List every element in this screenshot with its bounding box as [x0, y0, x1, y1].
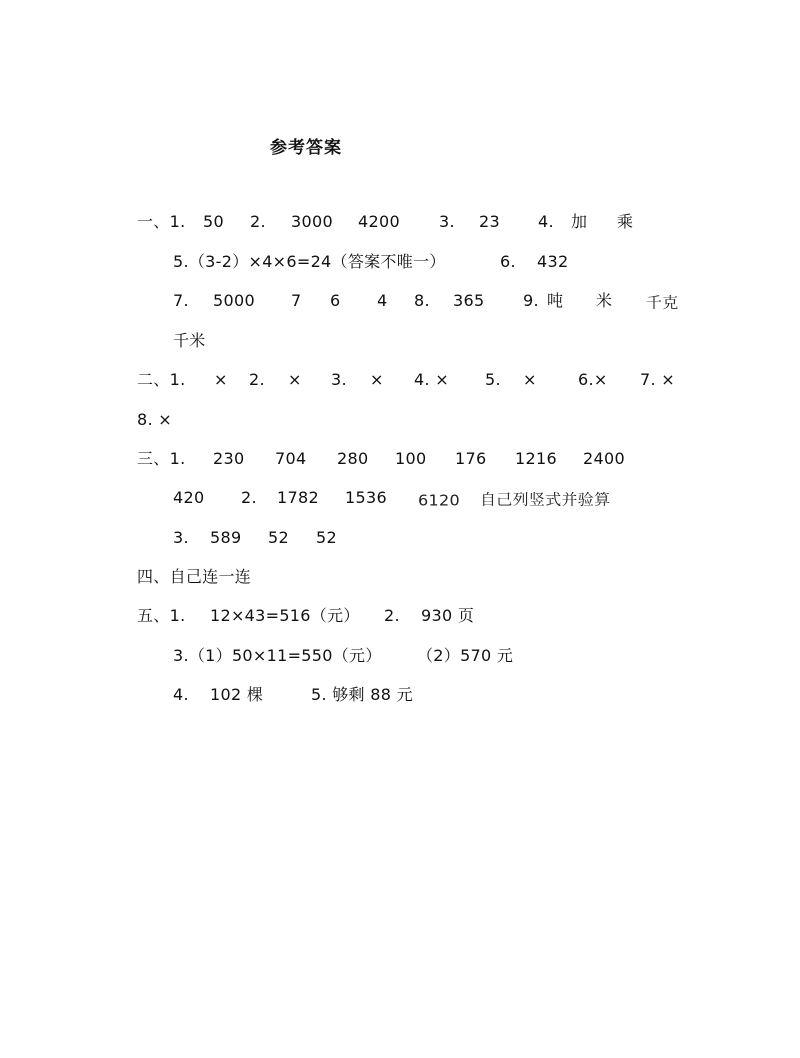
answer-3-2c: 6120 — [418, 491, 460, 510]
answer-1-2b: 4200 — [358, 212, 400, 231]
answer-3-2-note: 自己列竖式并验算 — [480, 490, 611, 509]
answer-3-1a: 230 — [213, 449, 245, 468]
answer-5-3a: 3.（1）50×11=550（元） — [173, 646, 382, 665]
answer-1-1: 50 — [203, 212, 224, 231]
question-number-2-5: 5. — [485, 370, 501, 389]
answer-1-7c: 6 — [330, 291, 341, 310]
answer-1-3: 23 — [479, 212, 500, 231]
question-number-1-9: 9. — [523, 291, 539, 310]
answer-3-1c: 280 — [337, 449, 369, 468]
answer-1-2a: 3000 — [291, 212, 333, 231]
question-number-1-6: 6. — [500, 252, 516, 271]
answer-3-1b: 704 — [275, 449, 307, 468]
answer-1-4a: 加 — [571, 212, 588, 231]
answer-2-2: × — [288, 370, 302, 389]
answer-1-9d: 千米 — [173, 331, 206, 350]
answer-1-4b: 乘 — [617, 212, 634, 231]
section-two-prefix: 二、1. — [137, 370, 186, 389]
answer-5-5: 5. 够剩 88 元 — [311, 685, 413, 704]
answer-1-7a: 5000 — [213, 291, 255, 310]
answer-1-9a: 吨 — [547, 291, 564, 310]
answer-2-5: × — [523, 370, 537, 389]
answer-2-6: 6.× — [578, 370, 608, 389]
answer-5-4: 102 棵 — [210, 685, 264, 704]
answer-5-3b: （2）570 元 — [417, 646, 514, 665]
answer-3-3b: 52 — [268, 528, 289, 547]
answer-2-3: × — [370, 370, 384, 389]
section-three-prefix: 三、1. — [137, 449, 186, 468]
question-number-1-4: 4. — [538, 212, 554, 231]
question-number-2-2: 2. — [249, 370, 265, 389]
question-number-5-2: 2. — [384, 606, 400, 625]
page-title: 参考答案 — [270, 138, 342, 158]
answer-1-6: 432 — [537, 252, 569, 271]
answer-1-7b: 7 — [291, 291, 302, 310]
section-one-prefix: 一、1. — [137, 212, 186, 231]
answer-1-8: 365 — [453, 291, 485, 310]
answer-1-7d: 4 — [377, 291, 388, 310]
answer-2-4: 4. × — [414, 370, 449, 389]
question-number-3-3: 3. — [173, 528, 189, 547]
answer-3-1g: 2400 — [583, 449, 625, 468]
answer-3-1f: 1216 — [515, 449, 557, 468]
answer-5-2: 930 页 — [421, 606, 475, 625]
answer-1-9c: 千克 — [646, 293, 679, 312]
question-number-1-2: 2. — [250, 212, 266, 231]
question-number-1-7: 7. — [173, 291, 189, 310]
question-number-1-8: 8. — [414, 291, 430, 310]
answer-2-7: 7. × — [640, 370, 675, 389]
section-five-prefix: 五、1. — [137, 606, 186, 625]
answer-3-2b: 1536 — [345, 488, 387, 507]
answer-5-1: 12×43=516（元） — [210, 606, 360, 625]
question-number-1-3: 3. — [439, 212, 455, 231]
answer-3-3c: 52 — [316, 528, 337, 547]
section-four-text: 四、自己连一连 — [137, 567, 252, 586]
answer-3-1d: 100 — [395, 449, 427, 468]
answer-2-1: × — [214, 370, 228, 389]
question-number-2-3: 3. — [331, 370, 347, 389]
answer-3-2a: 1782 — [277, 488, 319, 507]
answer-3-1e: 176 — [455, 449, 487, 468]
question-number-5-4: 4. — [173, 685, 189, 704]
answer-1-5-expression: 5.（3-2）×4×6=24（答案不唯一） — [173, 252, 446, 271]
question-number-3-2: 2. — [241, 488, 257, 507]
answer-2-8: 8. × — [137, 410, 172, 429]
answer-3-3a: 589 — [210, 528, 242, 547]
answer-1-9b: 米 — [596, 291, 613, 310]
answer-3-1h: 420 — [173, 488, 205, 507]
